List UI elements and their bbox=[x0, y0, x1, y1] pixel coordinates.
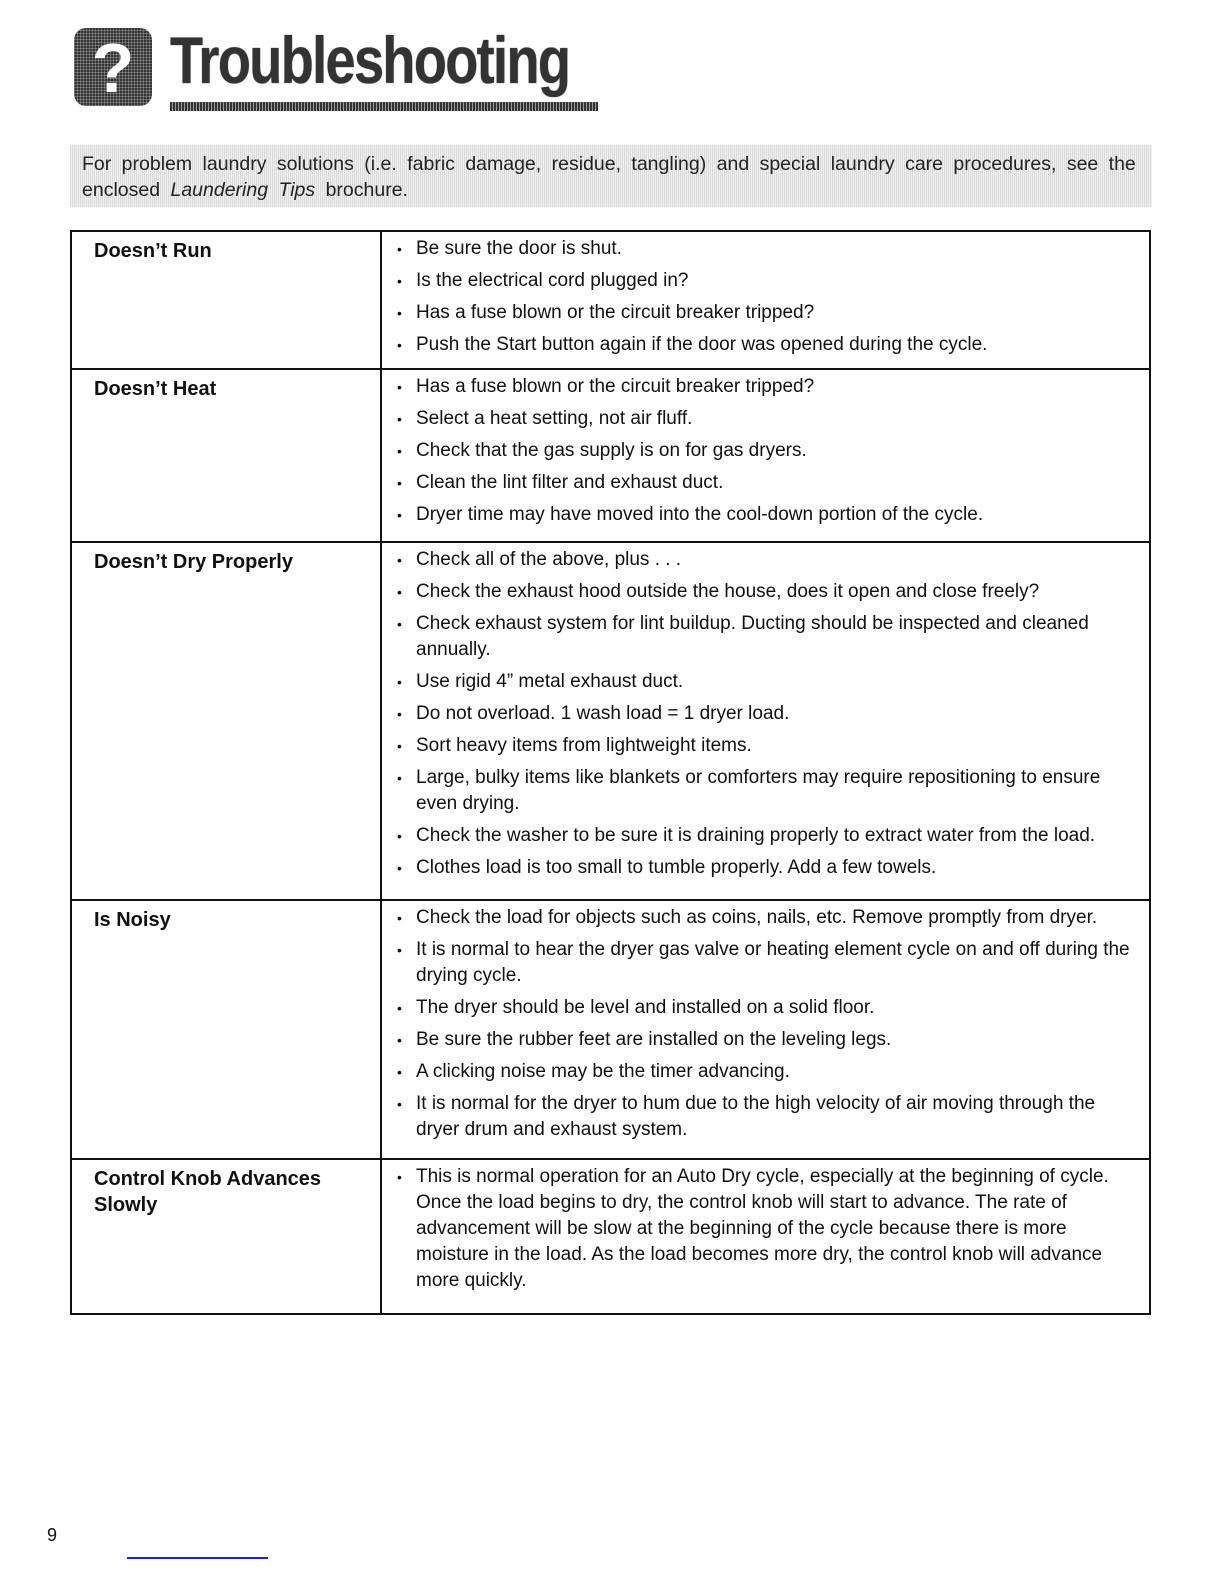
solutions-cell bbox=[381, 900, 1150, 1159]
solutions-list bbox=[394, 236, 1139, 358]
page-title: Troubleshooting bbox=[170, 23, 570, 97]
solution-item: • Be sure the door is shut. bbox=[394, 236, 1139, 262]
solution-item: • Do not overload. 1 wash load = 1 dryer load. bbox=[394, 701, 1139, 727]
solution-item: • Large, bulky items like blankets or comforters may require repositioning to ensure even drying. bbox=[394, 765, 1139, 817]
solutions-cell bbox=[381, 231, 1150, 369]
solution-item: • Sort heavy items from lightweight items. bbox=[394, 733, 1139, 759]
troubleshooting-table bbox=[70, 230, 1151, 1315]
table-row bbox=[71, 369, 1150, 542]
problem-label: Doesn’t Dry Properly bbox=[71, 542, 381, 900]
banner-text-end: brochure. bbox=[315, 179, 408, 201]
solution-item: • Dryer time may have moved into the cool-down portion of the cycle. bbox=[394, 502, 1139, 528]
solution-item: • Is the electrical cord plugged in? bbox=[394, 268, 1139, 294]
problem-label: Doesn’t Run bbox=[71, 231, 381, 369]
solution-item: • Check all of the above, plus . . . bbox=[394, 547, 1139, 573]
table-row bbox=[71, 231, 1150, 369]
solution-item: • It is normal for the dryer to hum due to the high velocity of air moving through the dryer drum and exhaust system. bbox=[394, 1091, 1139, 1143]
solution-item: • Select a heat setting, not air fluff. bbox=[394, 406, 1139, 432]
brochure-title: Laundering Tips bbox=[170, 179, 316, 201]
table-row bbox=[71, 542, 1150, 900]
solutions-list bbox=[394, 905, 1139, 1143]
problem-label: Doesn’t Heat bbox=[71, 369, 381, 542]
solutions-list bbox=[394, 374, 1139, 528]
problem-label: Control Knob Advances Slowly bbox=[71, 1159, 381, 1314]
solution-item: • This is normal operation for an Auto Dry cycle, especially at the beginning of cycle. Once the load begins to dry, the control knob will start to advance. The rate of advancement will be slow at the beginning of the cycle because there is more moisture in the load. As the load becomes more dry, the control knob will advance more quickly. bbox=[394, 1164, 1139, 1294]
solution-item: • Check the washer to be sure it is draining properly to extract water from the load. bbox=[394, 823, 1139, 849]
solution-item: • Clothes load is too small to tumble properly. Add a few towels. bbox=[394, 855, 1139, 881]
question-mark-icon: ? bbox=[74, 28, 152, 106]
solutions-list bbox=[394, 1164, 1139, 1294]
solution-item: • Push the Start button again if the door was opened during the cycle. bbox=[394, 332, 1139, 358]
solutions-cell bbox=[381, 542, 1150, 900]
problem-label: Is Noisy bbox=[71, 900, 381, 1159]
solution-item: • Check exhaust system for lint buildup. Ducting should be inspected and cleaned annually. bbox=[394, 611, 1139, 663]
solution-item: • The dryer should be level and installed on a solid floor. bbox=[394, 995, 1139, 1021]
title-underline bbox=[170, 102, 598, 111]
table-row bbox=[71, 1159, 1150, 1314]
solution-item: • Has a fuse blown or the circuit breaker tripped? bbox=[394, 374, 1139, 400]
solution-item: • A clicking noise may be the timer advancing. bbox=[394, 1059, 1139, 1085]
solution-item: • Check the load for objects such as coins, nails, etc. Remove promptly from dryer. bbox=[394, 905, 1139, 931]
solutions-cell bbox=[381, 1159, 1150, 1314]
solution-item: • Be sure the rubber feet are installed on the leveling legs. bbox=[394, 1027, 1139, 1053]
solution-item: • It is normal to hear the dryer gas valve or heating element cycle on and off during the drying cycle. bbox=[394, 937, 1139, 989]
solution-item: • Has a fuse blown or the circuit breaker tripped? bbox=[394, 300, 1139, 326]
solution-item: • Clean the lint filter and exhaust duct. bbox=[394, 470, 1139, 496]
solution-item: • Check the exhaust hood outside the house, does it open and close freely? bbox=[394, 579, 1139, 605]
info-banner bbox=[70, 145, 1152, 207]
solutions-cell bbox=[381, 369, 1150, 542]
table-row bbox=[71, 900, 1150, 1159]
solution-item: • Use rigid 4” metal exhaust duct. bbox=[394, 669, 1139, 695]
banner-text: For problem laundry solutions (i.e. fabric damage, residue, tangling) and special laundry care procedures, see the enclosed bbox=[82, 153, 1136, 201]
solution-item: • Check that the gas supply is on for gas dryers. bbox=[394, 438, 1139, 464]
solutions-list bbox=[394, 547, 1139, 881]
page-number: 9 bbox=[47, 1525, 58, 1545]
footer-line bbox=[127, 1557, 268, 1559]
